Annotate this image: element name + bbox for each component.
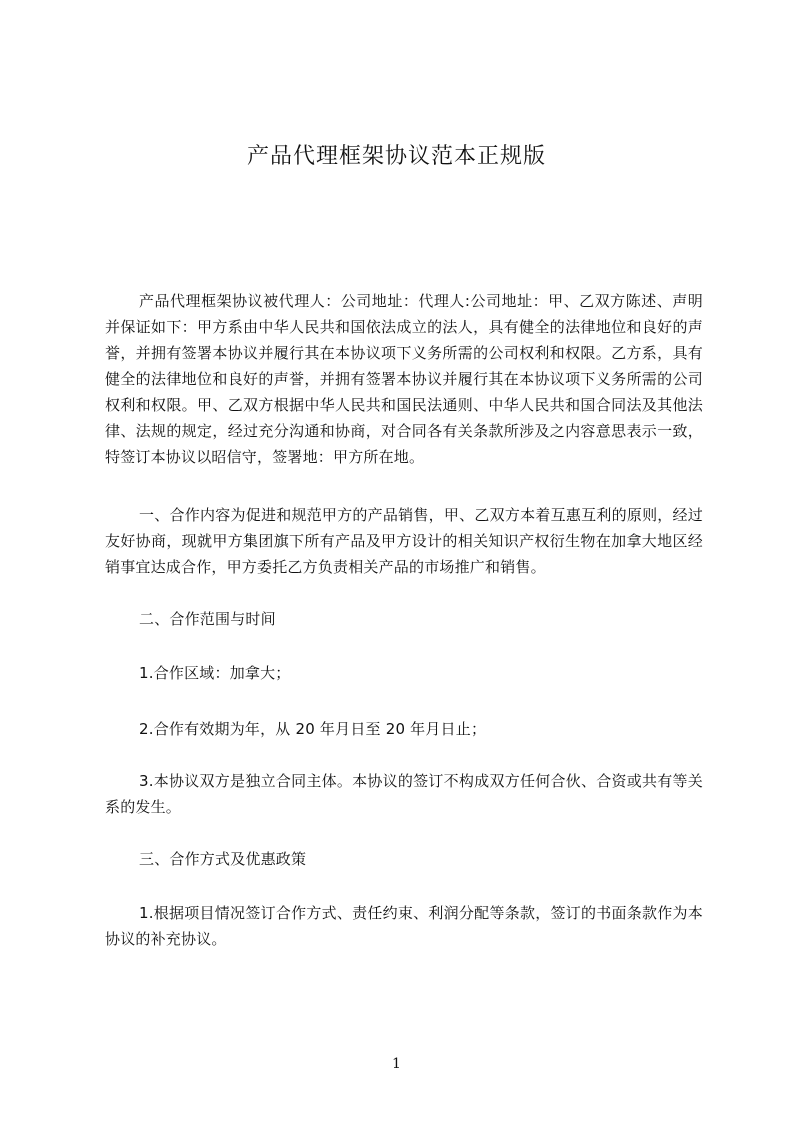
section-two-heading: 二、合作范围与时间 [139, 610, 276, 628]
cooperation-term-item: 2.合作有效期为年，从 20 年月日至 20 年月日止； [139, 720, 487, 738]
document-title: 产品代理框架协议范本正规版 [246, 144, 546, 169]
cooperation-area-item: 1.合作区域：加拿大； [139, 664, 291, 682]
section-three-heading: 三、合作方式及优惠政策 [139, 850, 307, 868]
page-number: 1 [392, 1056, 401, 1072]
intro-paragraph: 产品代理框架协议被代理人：公司地址：代理人:公司地址：甲、乙双方陈述、声明并保证如下：甲方系由中华人民共和国依法成立的法人，具有健全的法律地位和良好的声誉，并拥有签署本协议并履行其在本协议项下义务所需的公司权利和权限。乙方系，具有健全的法律地位和良好的声誉，并拥有签署本协议并履行其在本协议项下义务所需的公司权利和权限。甲、乙双方根据中华人民共和国民法通则、中华人民共和国合同法及其他法律、法规的规定，经过充分沟通和协商，对合同各有关条款所涉及之内容意思表示一致，特签订本协议以昭信守，签署地：甲方所在地。 [105, 292, 703, 466]
cooperation-method-item: 1.根据项目情况签订合作方式、责任约束、利润分配等条款，签订的书面条款作为本协议的补充协议。 [105, 904, 703, 948]
independent-party-item: 3.本协议双方是独立合同主体。本协议的签订不构成双方任何合伙、合资或共有等关系的发生。 [105, 772, 703, 816]
section-one-paragraph: 一、合作内容为促进和规范甲方的产品销售，甲、乙双方本着互惠互利的原则，经过友好协商，现就甲方集团旗下所有产品及甲方设计的相关知识产权衍生物在加拿大地区经销事宜达成合作，甲方委托乙方负责相关产品的市场推广和销售。 [105, 506, 703, 576]
